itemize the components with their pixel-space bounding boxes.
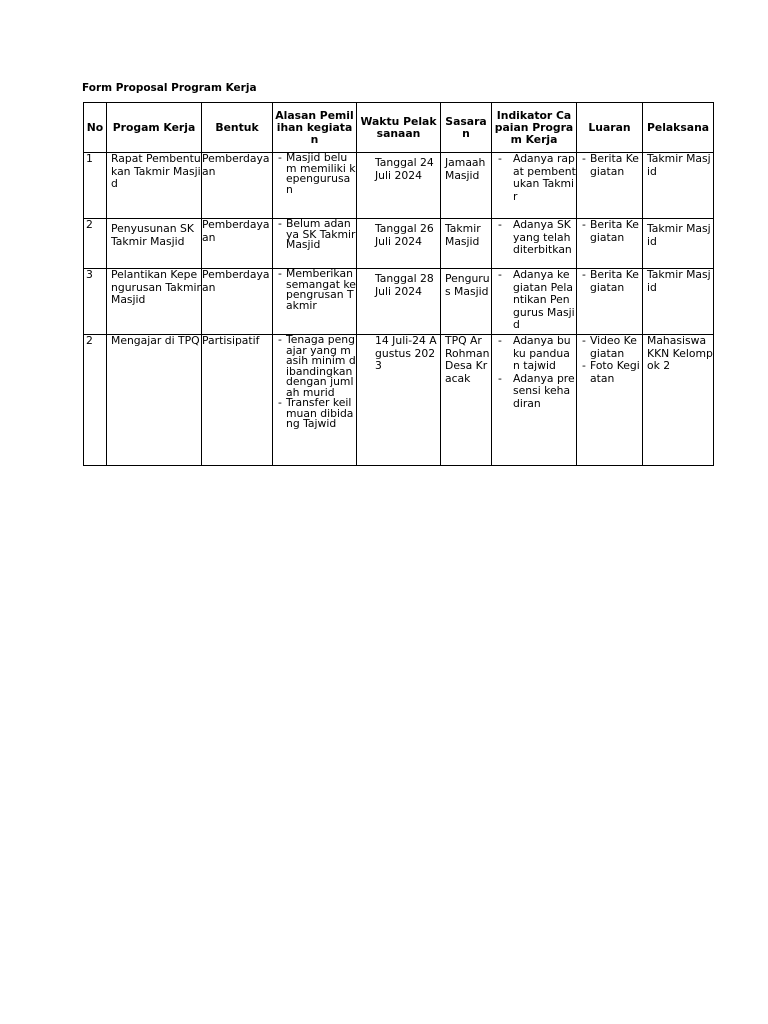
cell-bentuk: Pemberdayaan <box>202 153 273 219</box>
table-row <box>84 335 714 466</box>
table-row <box>84 219 714 269</box>
cell-luaran <box>577 219 643 269</box>
cell-pelaksana: Mahasiswa KKN Kelompok 2 <box>643 335 714 466</box>
table-row <box>84 269 714 335</box>
proposal-table <box>83 102 714 466</box>
cell-sasaran: Jamaah Masjid <box>441 153 492 219</box>
cell-indikator <box>492 335 577 466</box>
list-item: - Berita Kegiatan <box>579 153 642 178</box>
cell-bentuk: Partisipatif <box>202 335 273 466</box>
cell-sasaran: Pengurus Masjid <box>441 269 492 335</box>
list-item: - Adanya SK yang telah diterbitkan <box>494 219 576 257</box>
cell-luaran <box>577 269 643 335</box>
table-header-row <box>84 103 714 153</box>
list-item: - Video Kegiatan <box>579 335 642 360</box>
cell-sasaran: TPQ Ar Rohman Desa Kracak <box>441 335 492 466</box>
list-item: - Berita Kegiatan <box>579 269 642 294</box>
cell-alasan <box>273 153 357 219</box>
cell-no: 3 <box>84 269 107 335</box>
cell-luaran <box>577 153 643 219</box>
cell-alasan <box>273 335 357 466</box>
header-program: Progam Kerja <box>107 103 202 153</box>
cell-indikator <box>492 153 577 219</box>
cell-program: Penyusunan SK Takmir Masjid <box>107 219 202 269</box>
list-item: - Adanya rapat pembentukan Takmir <box>494 153 576 203</box>
cell-no: 2 <box>84 219 107 269</box>
cell-waktu: Tanggal 28 Juli 2024 <box>357 269 441 335</box>
header-luaran: Luaran <box>577 103 643 153</box>
cell-program: Pelantikan Kepengurusan Takmir Masjid <box>107 269 202 335</box>
cell-no: 1 <box>84 153 107 219</box>
list-item: - Adanya presensi kehadiran <box>494 373 576 411</box>
list-item: - Foto Kegiatan <box>579 360 642 385</box>
cell-program: Rapat Pembentukan Takmir Masjid <box>107 153 202 219</box>
list-item: - Belum adanya SK Takmir Masjid <box>275 219 356 251</box>
header-no: No <box>84 103 107 153</box>
table-row <box>84 153 714 219</box>
list-item: - Adanya kegiatan Pelantikan Pengurus Masjid <box>494 269 576 332</box>
header-alasan: Alasan Pemilihan kegiatan <box>273 103 357 153</box>
cell-indikator <box>492 269 577 335</box>
header-bentuk: Bentuk <box>202 103 273 153</box>
header-waktu: Waktu Pelaksanaan <box>357 103 441 153</box>
cell-waktu: Tanggal 24 Juli 2024 <box>357 153 441 219</box>
document-title: Form Proposal Program Kerja <box>82 82 257 94</box>
list-item: - Transfer keilmuan dibidang Tajwid <box>275 398 356 430</box>
cell-alasan <box>273 219 357 269</box>
cell-waktu: Tanggal 26 Juli 2024 <box>357 219 441 269</box>
cell-no: 2 <box>84 335 107 466</box>
header-pelaksana: Pelaksana <box>643 103 714 153</box>
list-item: - Memberikan semangat kepengrusan Takmir <box>275 269 356 311</box>
cell-sasaran: Takmir Masjid <box>441 219 492 269</box>
cell-alasan <box>273 269 357 335</box>
cell-pelaksana: Takmir Masjid <box>643 153 714 219</box>
cell-luaran <box>577 335 643 466</box>
header-indikator: Indikator Capaian Program Kerja <box>492 103 577 153</box>
header-sasaran: Sasaran <box>441 103 492 153</box>
list-item: - Masjid belum memiliki kepengurusan <box>275 153 356 195</box>
list-item: - Tenaga pengajar yang masih minim dibandingkan dengan jumlah murid <box>275 335 356 398</box>
cell-program: Mengajar di TPQ <box>107 335 202 466</box>
cell-waktu: 14 Juli-24 Agustus 2023 <box>357 335 441 466</box>
cell-pelaksana: Takmir Masjid <box>643 269 714 335</box>
cell-bentuk: Pemberdayaan <box>202 269 273 335</box>
cell-bentuk: Pemberdayaan <box>202 219 273 269</box>
list-item: - Berita Kegiatan <box>579 219 642 244</box>
cell-indikator <box>492 219 577 269</box>
list-item: - Adanya buku panduan tajwid <box>494 335 576 373</box>
cell-pelaksana: Takmir Masjid <box>643 219 714 269</box>
